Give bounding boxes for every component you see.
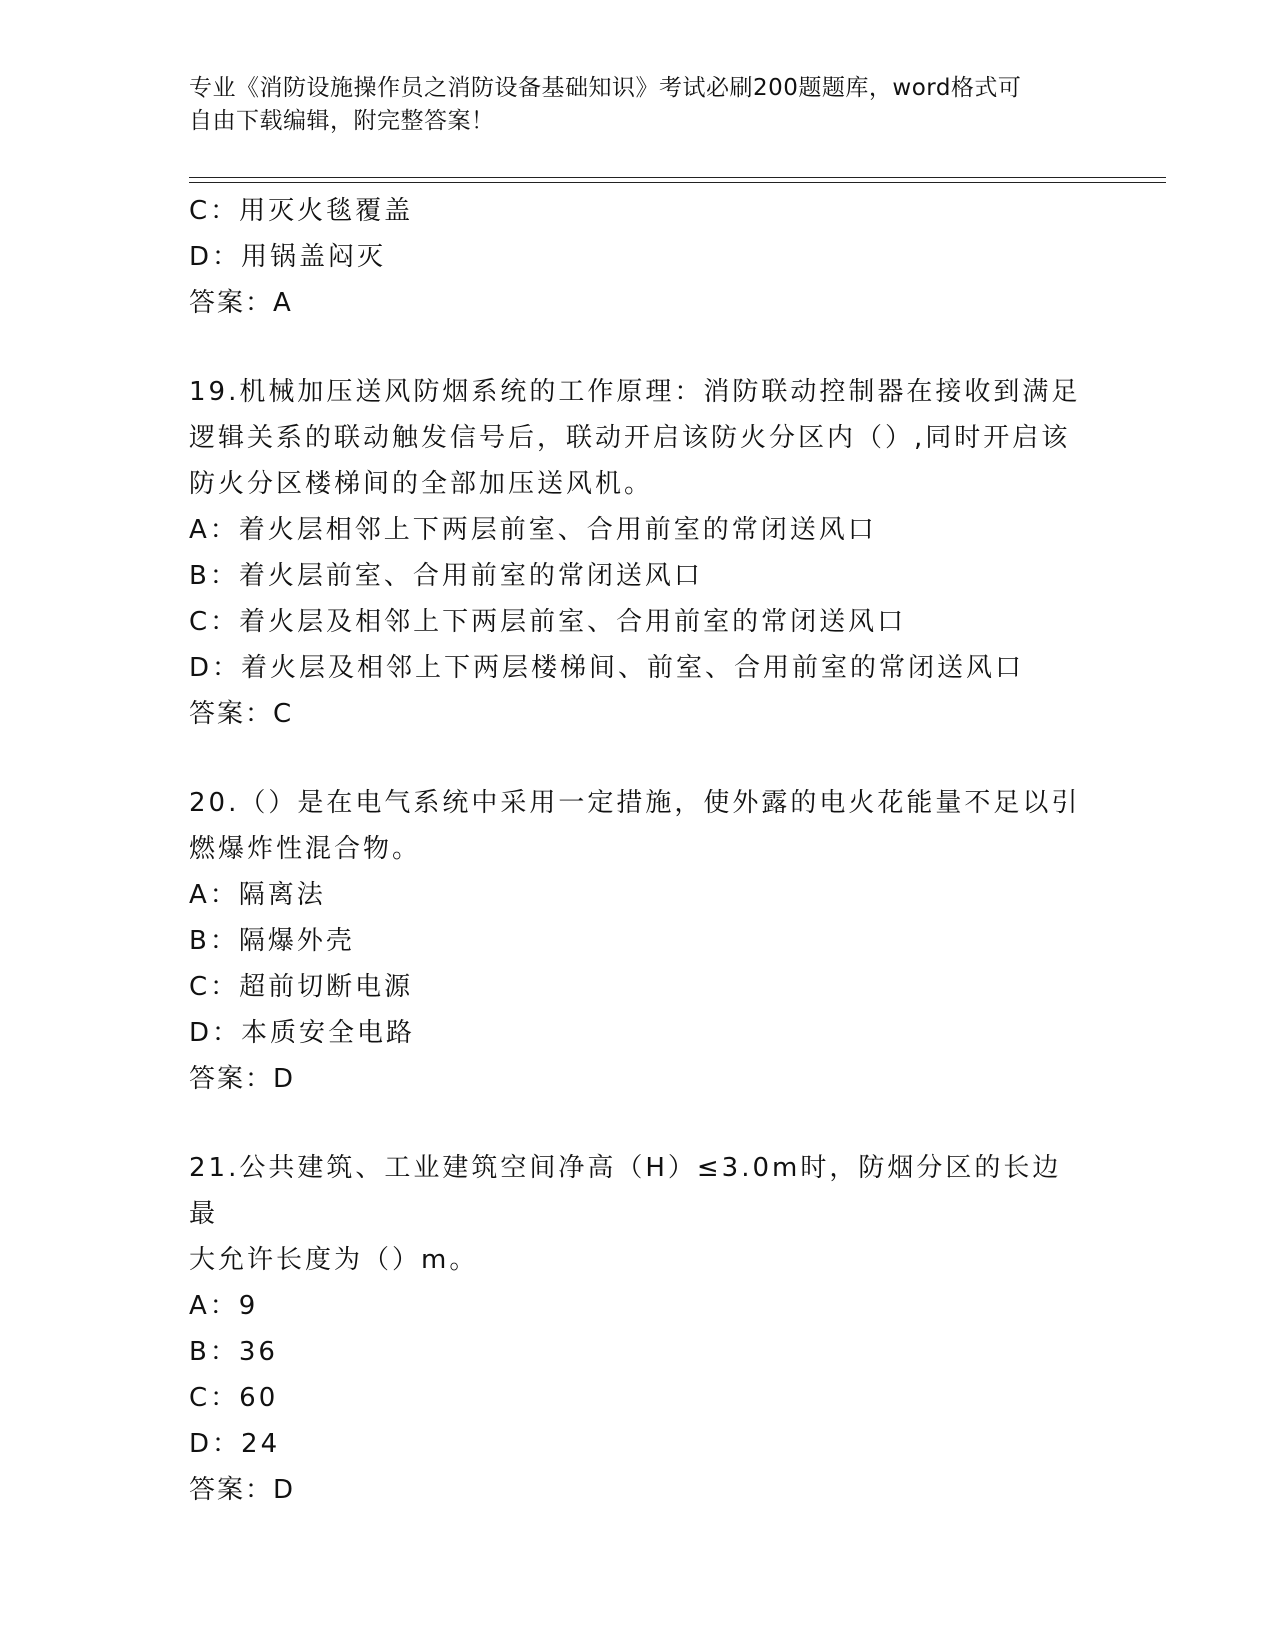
option-b: B：36 — [189, 1337, 278, 1367]
answer-line: 答案：C — [189, 699, 294, 729]
question-text-line: 逻辑关系的联动触发信号后，联动开启该防火分区内（）,同时开启该 — [189, 423, 1071, 453]
option-d: D：本质安全电路 — [189, 1018, 416, 1048]
header-rule-top — [189, 177, 1166, 178]
option-a: A：着火层相邻上下两层前室、合用前室的常闭送风口 — [189, 515, 877, 545]
option-c: C：超前切断电源 — [189, 972, 414, 1002]
option-b: B：隔爆外壳 — [189, 926, 355, 956]
question-20 — [189, 780, 1089, 1102]
header-rule-bottom — [189, 182, 1166, 183]
option-d: D：24 — [189, 1429, 281, 1459]
option-d: D：用锅盖闷灭 — [189, 242, 387, 272]
option-c: C：60 — [189, 1383, 279, 1413]
question-text-line: 20.（）是在电气系统中采用一定措施，使外露的电火花能量不足以引 — [189, 788, 1081, 818]
option-c: C：着火层及相邻上下两层前室、合用前室的常闭送风口 — [189, 607, 907, 637]
answer-line: 答案：D — [189, 1475, 296, 1505]
question-text-line: 防火分区楼梯间的全部加压送风机。 — [189, 469, 654, 499]
option-a: A：9 — [189, 1291, 259, 1321]
question-text-line: 大允许长度为（）m。 — [189, 1245, 479, 1275]
document-header — [189, 72, 1069, 138]
question-text-line: 燃爆炸性混合物。 — [189, 834, 422, 864]
option-a: A：隔离法 — [189, 880, 326, 910]
option-b: B：着火层前室、合用前室的常闭送风口 — [189, 561, 703, 591]
question-21 — [189, 1145, 1089, 1513]
question-list — [189, 188, 1089, 1513]
question-text-line: 21.公共建筑、工业建筑空间净高（H）≤3.0m时，防烟分区的长边最 — [189, 1153, 1062, 1229]
question-19 — [189, 369, 1089, 737]
header-line-1: 专业《消防设施操作员之消防设备基础知识》考试必刷200题题库，word格式可 — [189, 75, 1022, 101]
option-c: C：用灭火毯覆盖 — [189, 196, 414, 226]
answer-line: 答案：A — [189, 288, 293, 318]
header-line-2: 自由下载编辑，附完整答案！ — [189, 108, 495, 134]
answer-line: 答案：D — [189, 1064, 296, 1094]
option-d: D：着火层及相邻上下两层楼梯间、前室、合用前室的常闭送风口 — [189, 653, 1025, 683]
question-text-line: 19.机械加压送风防烟系统的工作原理：消防联动控制器在接收到满足 — [189, 377, 1081, 407]
